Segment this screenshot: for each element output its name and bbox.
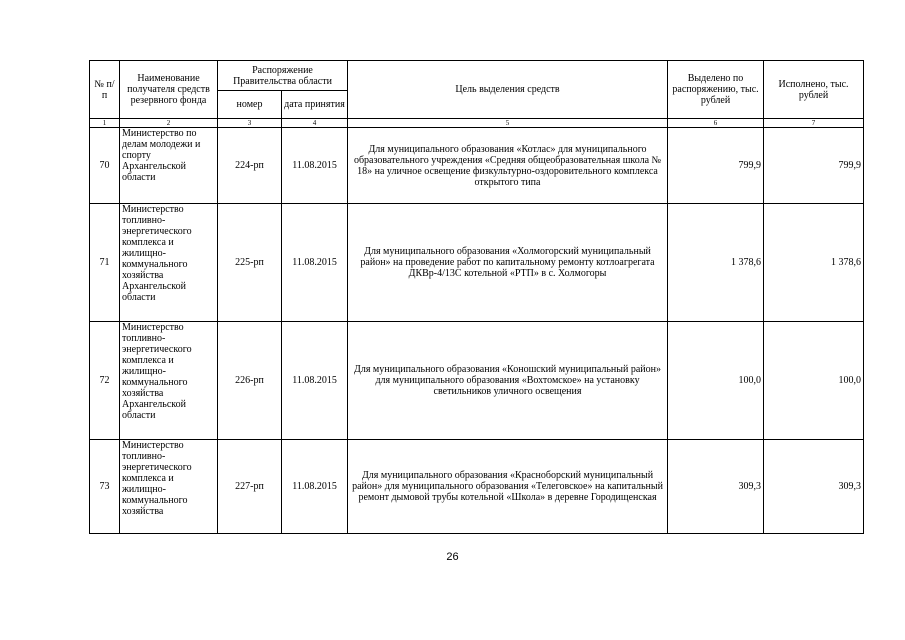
column-number-row (90, 119, 864, 128)
row-order-date: 11.08.2015 (282, 322, 348, 440)
table-row (90, 440, 864, 534)
row-order-date: 11.08.2015 (282, 204, 348, 322)
header-row-top (90, 61, 864, 91)
row-allocated: 1 378,6 (668, 204, 764, 322)
row-order-number: 226-рп (218, 322, 282, 440)
row-purpose: Для муниципального образования «Красноборский муниципальный район» для муниципального образования «Телеговское» на капитальный ремонт дымовой трубы котельной «Школа» в деревне Городищенская (348, 440, 668, 534)
row-executed: 799,9 (764, 128, 864, 204)
row-executed: 1 378,6 (764, 204, 864, 322)
page-number: 26 (446, 551, 459, 563)
header-allocated: Выделено по распоряжению, тыс. рублей (668, 61, 764, 119)
row-allocated: 799,9 (668, 128, 764, 204)
row-allocated: 100,0 (668, 322, 764, 440)
column-number: 3 (218, 119, 282, 128)
table-header (90, 61, 864, 128)
column-number: 5 (348, 119, 668, 128)
header-order: Распоряжение Правительства области (218, 61, 348, 91)
table-row (90, 128, 864, 204)
column-number: 4 (282, 119, 348, 128)
header-recipient: Наименование получателя средств резервного фонда (120, 61, 218, 119)
column-number: 7 (764, 119, 864, 128)
row-executed: 309,3 (764, 440, 864, 534)
header-executed: Исполнено, тыс. рублей (764, 61, 864, 119)
header-order-number: номер (218, 91, 282, 119)
column-number: 1 (90, 119, 120, 128)
column-number: 2 (120, 119, 218, 128)
row-recipient: Министерство по делам молодежи и спорту Архангельской области (120, 128, 218, 204)
row-recipient: Министерство топливно-энергетического комплекса и жилищно-коммунального хозяйства Архангельской области (120, 322, 218, 440)
row-number: 70 (90, 128, 120, 204)
row-order-number: 224-рп (218, 128, 282, 204)
row-purpose: Для муниципального образования «Котлас» для муниципального образовательного учреждения «Средняя общеобразовательная школа № 18» на уличное освещение физкультурно-оздоровительного комплекса открытого типа (348, 128, 668, 204)
row-purpose: Для муниципального образования «Холмогорский муниципальный район» на проведение работ по капитальному ремонту котлоагрегата ДКВр-4/13С котельной «РТП» в с. Холмогоры (348, 204, 668, 322)
table-row (90, 204, 864, 322)
row-order-number: 225-рп (218, 204, 282, 322)
row-number: 71 (90, 204, 120, 322)
header-purpose: Цель выделения средств (348, 61, 668, 119)
row-number: 73 (90, 440, 120, 534)
row-order-date: 11.08.2015 (282, 128, 348, 204)
column-number: 6 (668, 119, 764, 128)
row-recipient: Министерство топливно-энергетического комплекса и жилищно-коммунального хозяйства Архангельской области (120, 204, 218, 322)
table-body (90, 128, 864, 534)
row-number: 72 (90, 322, 120, 440)
reserve-fund-table (89, 60, 864, 534)
row-recipient: Министерство топливно-энергетического комплекса и жилищно-коммунального хозяйства (120, 440, 218, 534)
header-order-date: дата принятия (282, 91, 348, 119)
row-purpose: Для муниципального образования «Коношский муниципальный район» для муниципального образования «Вохтомское» на установку светильников уличного освещения (348, 322, 668, 440)
row-order-date: 11.08.2015 (282, 440, 348, 534)
table-row (90, 322, 864, 440)
header-number: № п/п (90, 61, 120, 119)
row-allocated: 309,3 (668, 440, 764, 534)
row-executed: 100,0 (764, 322, 864, 440)
row-order-number: 227-рп (218, 440, 282, 534)
